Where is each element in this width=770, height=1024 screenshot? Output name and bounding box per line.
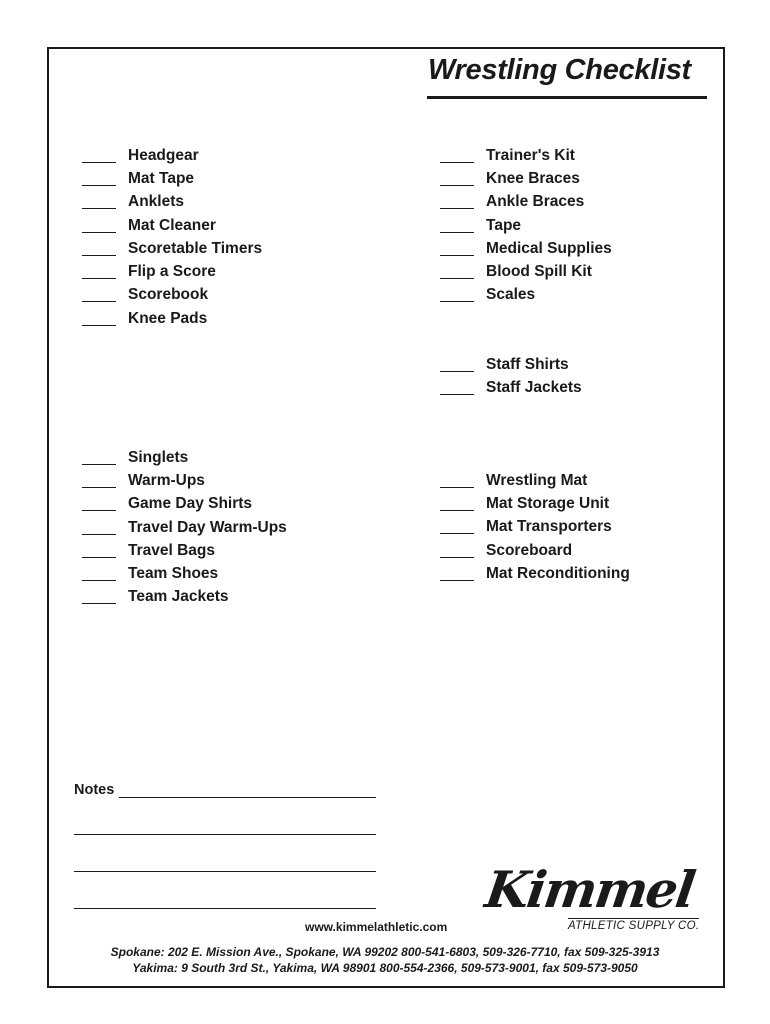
check-blank[interactable] [82, 497, 116, 511]
check-blank[interactable] [82, 544, 116, 558]
logo-name: Kimmel [481, 860, 698, 919]
checklist-item [82, 539, 287, 562]
check-blank[interactable] [82, 265, 116, 279]
checklist-item [440, 191, 612, 214]
checklist-item-label: Team Jackets [128, 588, 229, 606]
check-blank[interactable] [440, 381, 474, 395]
checklist-item [82, 260, 262, 283]
checklist-item-label: Mat Reconditioning [486, 564, 630, 582]
checklist-item [82, 167, 262, 190]
checklist-item-label: Travel Day Warm-Ups [128, 518, 287, 536]
checklist-item [440, 516, 630, 539]
checklist-item-label: Singlets [128, 448, 189, 466]
notes-line[interactable] [74, 820, 376, 835]
checklist-item-label: Mat Tape [128, 169, 195, 187]
equipment-list [82, 144, 262, 330]
checklist-item-label: Scoreboard [486, 541, 573, 559]
check-blank[interactable] [82, 521, 116, 535]
checklist-item-label: Anklets [128, 193, 184, 211]
checklist-item [440, 562, 630, 585]
logo-subtitle: ATHLETIC SUPPLY CO. [568, 920, 700, 932]
checklist-item [82, 284, 262, 307]
notes-label: Notes [74, 782, 115, 798]
check-blank[interactable] [82, 590, 116, 604]
checklist-item-label: Tape [486, 216, 522, 234]
check-blank[interactable] [82, 312, 116, 326]
checklist-item [82, 446, 287, 469]
checklist-item-label: Ankle Braces [486, 193, 585, 211]
check-blank[interactable] [82, 288, 116, 302]
check-blank[interactable] [82, 219, 116, 233]
check-blank[interactable] [440, 474, 474, 488]
check-blank[interactable] [82, 474, 116, 488]
title-underline [427, 96, 707, 99]
check-blank[interactable] [440, 172, 474, 186]
notes-line[interactable] [74, 857, 376, 872]
checklist-item [82, 214, 262, 237]
checklist-item-label: Mat Transporters [486, 518, 612, 536]
checklist-item [82, 144, 262, 167]
checklist-item-label: Scoretable Timers [128, 239, 263, 257]
check-blank[interactable] [82, 567, 116, 581]
checklist-item-label: Staff Shirts [486, 355, 569, 373]
mats-list [440, 469, 630, 585]
check-blank[interactable] [82, 172, 116, 186]
checklist-item-label: Travel Bags [128, 541, 216, 559]
check-blank[interactable] [440, 265, 474, 279]
notes-line[interactable] [119, 783, 376, 798]
checklist-item-label: Mat Storage Unit [486, 494, 610, 512]
checklist-item-label: Scorebook [128, 286, 209, 304]
check-blank[interactable] [440, 219, 474, 233]
checklist-item [440, 539, 630, 562]
checklist-item [82, 516, 287, 539]
check-blank[interactable] [440, 520, 474, 534]
notes-line[interactable] [74, 894, 376, 909]
check-blank[interactable] [440, 242, 474, 256]
checklist-item [82, 469, 287, 492]
checklist-item [440, 144, 612, 167]
check-blank[interactable] [440, 288, 474, 302]
checklist-item-label: Headgear [128, 146, 199, 164]
check-blank[interactable] [82, 149, 116, 163]
checklist-item [82, 237, 262, 260]
checklist-item-label: Blood Spill Kit [486, 263, 592, 281]
staff-list [440, 353, 582, 400]
check-blank[interactable] [82, 195, 116, 209]
address-yakima: Yakima: 9 South 3rd St., Yakima, WA 98901 800-554-2366, 509-573-9001, fax 509-573-9050 [132, 961, 638, 975]
page-title: Wrestling Checklist [428, 54, 691, 86]
check-blank[interactable] [440, 149, 474, 163]
checklist-item-label: Flip a Score [128, 263, 216, 281]
checklist-item [440, 492, 630, 515]
checklist-item-label: Scales [486, 286, 536, 304]
checklist-item [82, 493, 287, 516]
address-spokane: Spokane: 202 E. Mission Ave., Spokane, WA 99202 800-541-6803, 509-326-7710, fax 509-325-3913 [110, 945, 660, 959]
checklist-item [82, 191, 262, 214]
checklist-item [440, 353, 582, 376]
checklist-item-label: Game Day Shirts [128, 495, 253, 513]
checklist-item [440, 167, 612, 190]
check-blank[interactable] [440, 567, 474, 581]
check-blank[interactable] [440, 358, 474, 372]
check-blank[interactable] [82, 242, 116, 256]
apparel-list [82, 446, 287, 609]
checklist-item [440, 237, 612, 260]
medical-list [440, 144, 612, 307]
checklist-item-label: Team Shoes [128, 565, 219, 583]
checklist-item-label: Wrestling Mat [486, 471, 588, 489]
checklist-item [440, 469, 630, 492]
checklist-item-label: Trainer's Kit [486, 146, 575, 164]
checklist-item [440, 376, 582, 399]
checklist-item [440, 260, 612, 283]
checklist-item [82, 586, 287, 609]
checklist-item-label: Medical Supplies [486, 239, 612, 257]
checklist-item [82, 307, 262, 330]
company-logo [481, 860, 722, 938]
checklist-item-label: Mat Cleaner [128, 216, 216, 234]
check-blank[interactable] [440, 544, 474, 558]
check-blank[interactable] [82, 451, 116, 465]
checklist-item-label: Warm-Ups [128, 471, 205, 489]
checklist-item [82, 562, 287, 585]
check-blank[interactable] [440, 195, 474, 209]
website-link[interactable]: www.kimmelathletic.com [305, 920, 448, 934]
checklist-item-label: Knee Pads [128, 309, 208, 327]
checklist-item [440, 214, 612, 237]
checklist-item-label: Staff Jackets [486, 378, 582, 396]
checklist-item-label: Knee Braces [486, 169, 580, 187]
checklist-item [440, 284, 612, 307]
check-blank[interactable] [440, 497, 474, 511]
